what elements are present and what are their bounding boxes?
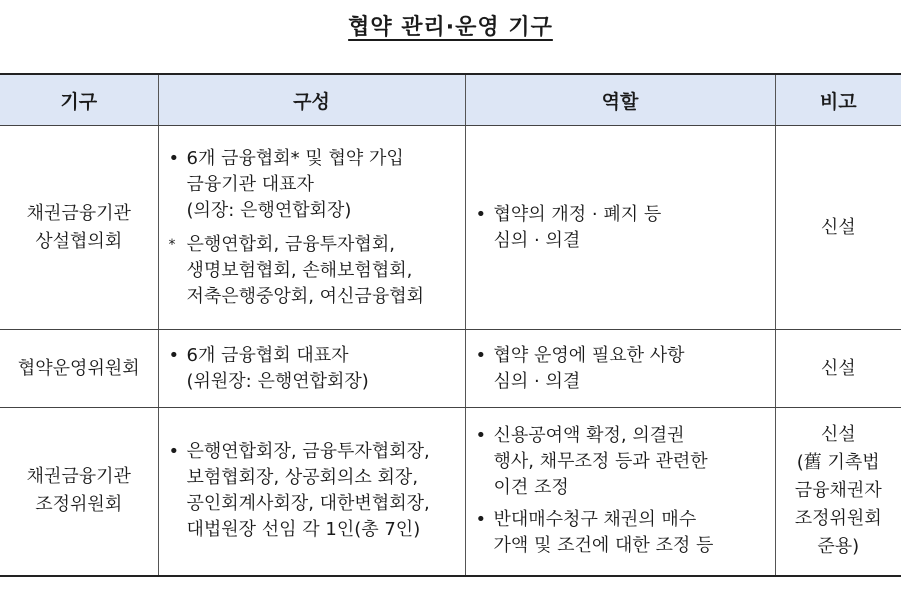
bullet-item: • 신용공여액 확정, 의결권 행사, 채무조정 등과 관련한 이견 조정 xyxy=(475,425,708,499)
header-composition: 구성 xyxy=(158,74,465,126)
org-cell: 채권금융기관 조정위원회 xyxy=(0,408,158,576)
bullet-item: • 6개 금융협회 대표자 (위원장: 은행연합회장) xyxy=(168,344,369,392)
bullet-item: • 협약의 개정 · 폐지 등 심의 · 의결 xyxy=(475,203,662,251)
footnote: * 은행연합회, 금융투자협회, 생명보험협회, 손해보험협회, 저축은행중앙회, 여신금융협회 xyxy=(168,233,424,307)
composition-cell xyxy=(158,408,465,576)
table-row xyxy=(0,126,901,330)
remark-cell: 신설 xyxy=(775,330,901,408)
composition-cell xyxy=(158,330,465,408)
header-remark: 비고 xyxy=(775,74,901,126)
bullet-item: • 반대매수청구 채권의 매수 가액 및 조건에 대한 조정 등 xyxy=(475,509,714,557)
header-role: 역할 xyxy=(465,74,775,126)
role-cell xyxy=(465,126,775,330)
remark-cell: 신설 xyxy=(775,126,901,330)
org-cell: 채권금융기관 상설협의회 xyxy=(0,126,158,330)
role-cell xyxy=(465,330,775,408)
header-org: 기구 xyxy=(0,74,158,126)
org-cell: 협약운영위원회 xyxy=(0,330,158,408)
composition-cell xyxy=(158,126,465,330)
bullet-item: • 협약 운영에 필요한 사항 심의 · 의결 xyxy=(475,344,685,392)
table-row xyxy=(0,408,901,576)
document-title: 협약 관리·운영 기구 xyxy=(348,15,553,40)
bullet-item: • 은행연합회장, 금융투자협회장, 보험협회장, 상공회의소 회장, 공인회계사회장, 대한변협회장, 대법원장 선임 각 1인(총 7인) xyxy=(168,441,430,541)
header-row xyxy=(0,74,901,126)
role-cell xyxy=(465,408,775,576)
remark-cell: 신설 (舊 기촉법 금융채권자 조정위원회 준용) xyxy=(775,408,901,576)
governance-table xyxy=(0,73,901,577)
bullet-item: • 6개 금융협회* 및 협약 가입 금융기관 대표자 (의장: 은행연합회장) xyxy=(168,147,404,221)
table-row xyxy=(0,330,901,408)
